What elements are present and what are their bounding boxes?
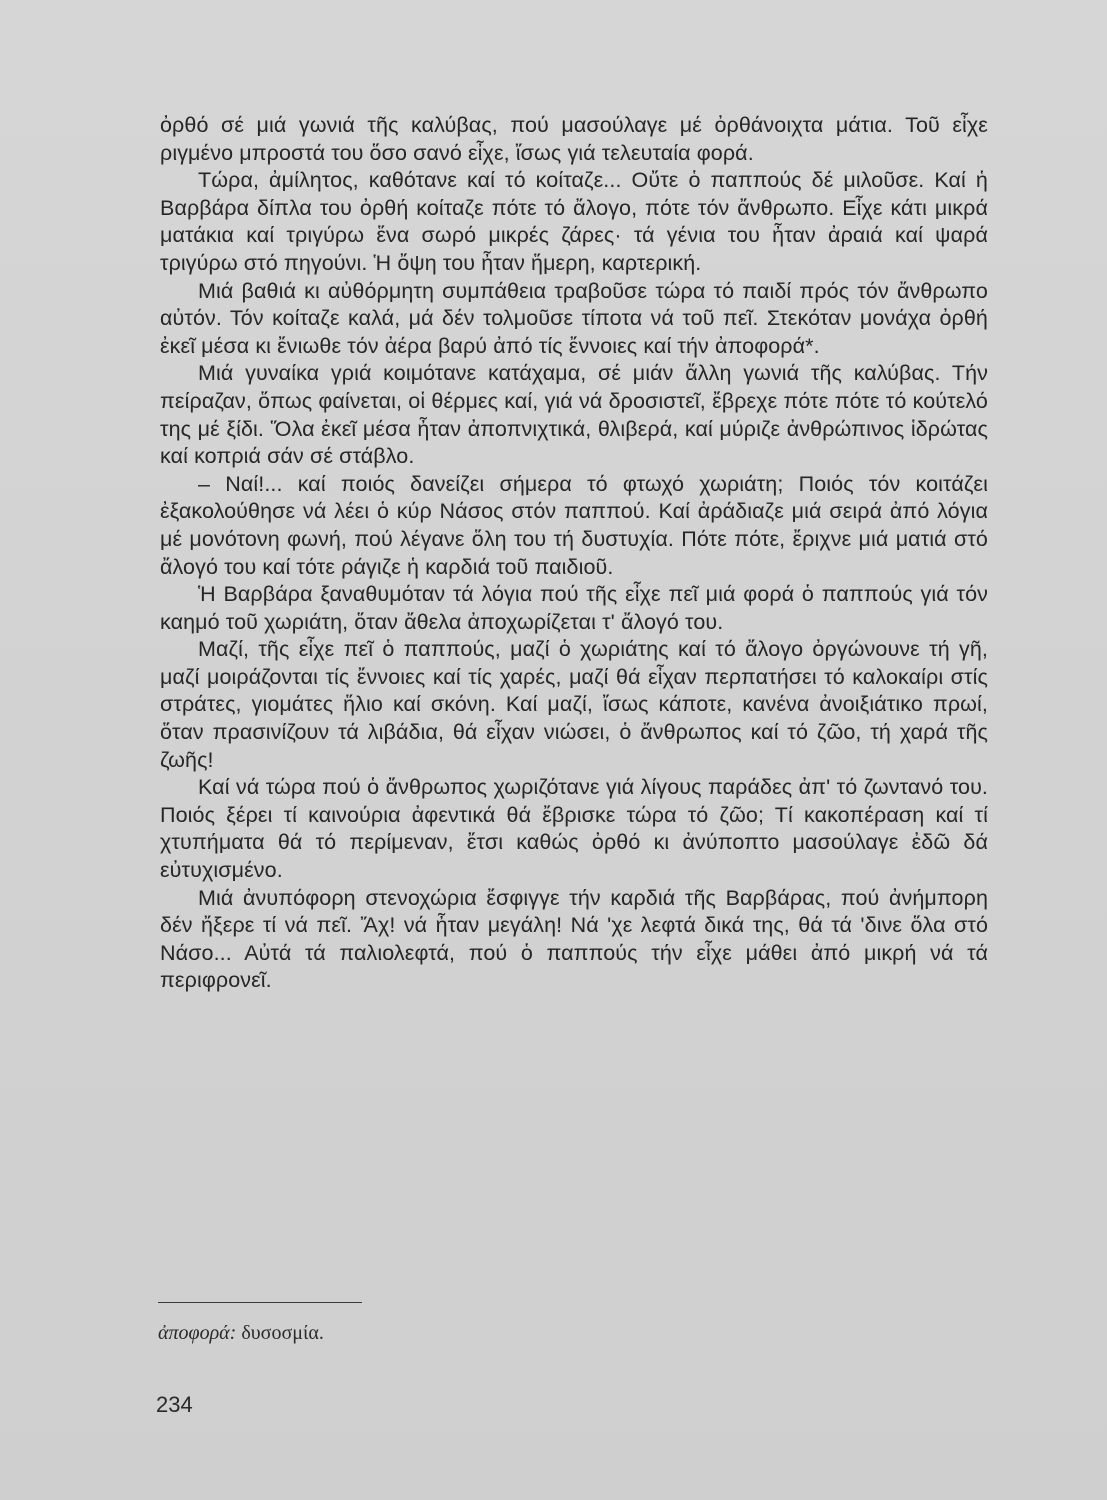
- footnote-term: ἀποφορά:: [158, 1322, 237, 1344]
- body-text: [160, 112, 988, 995]
- footnote-divider: [158, 1302, 362, 1303]
- paragraph-8: Καί νά τώρα πού ὁ ἄνθρωπος χωριζότανε γιά λίγους παράδες ἀπ' τό ζωντανό του. Ποιός ξέρει τί καινούρια ἀφεντικά θά ἔβρισκε τώρα τό ζῶο; Τί κακοπέραση καί τί χτυπήματα θά τό περίμεναν, ἔτσι καθώς ὀρθό κι ἀνύποπτο μασούλαγε ἐδῶ δά εὐτυχισμένο.: [160, 775, 988, 883]
- page-number: 234: [156, 1392, 193, 1417]
- paragraph-3: Μιά βαθιά κι αὐθόρμητη συμπάθεια τραβοῦσε τώρα τό παιδί πρός τόν ἄνθρωπο αὐτόν. Τόν κοίταζε καλά, μά δέν τολμοῦσε τίποτα νά τοῦ πεῖ. Στεκόταν μονάχα ὀρθή ἐκεῖ μέσα κι ἔνιωθε τόν ἀέρα βαρύ ἀπό τίς ἔννοιες καί τήν ἀποφορά*.: [160, 278, 988, 358]
- paragraph-5: – Ναί!... καί ποιός δανείζει σήμερα τό φτωχό χωριάτη; Ποιός τόν κοιτάζει ἐξακολούθησε νά λέει ὁ κύρ Νάσος στόν παππού. Καί ἀράδιαζε μιά σειρά ἀπό λόγια μέ μονότονη φωνή, πού λέγανε ὅλη του τή δυστυχία. Πότε πότε, ἔριχνε μιά ματιά στό ἄλογό του καί τότε ράγιζε ἡ καρδιά τοῦ παιδιοῦ.: [160, 471, 988, 579]
- paragraph-4: Μιά γυναίκα γριά κοιμότανε κατάχαμα, σέ μιάν ἄλλη γωνιά τῆς καλύβας. Τήν πείραζαν, ὅπως φαίνεται, οἱ θέρμες καί, γιά νά δροσιστεῖ, ἔβρεχε πότε πότε τό κούτελό της μέ ξίδι. Ὅλα ἐκεῖ μέσα ἦταν ἀποπνιχτικά, θλιβερά, καί μύριζε ἀνθρώπινος ἱδρώτας καί κοπριά σάν σέ στάβλο.: [160, 361, 988, 469]
- paragraph-9: Μιά ἀνυπόφορη στενοχώρια ἔσφιγγε τήν καρδιά τῆς Βαρβάρας, πού ἀνήμπορη δέν ἤξερε τί νά πεῖ. Ἄχ! νά ἦταν μεγάλη! Νά 'χε λεφτά δικά της, θά τά 'δινε ὅλα στό Νάσο... Αὐτά τά παλιολεφτά, πού ὁ παππούς τήν εἶχε μάθει ἀπό μικρή νά τά περιφρονεῖ.: [160, 885, 988, 993]
- paragraph-1: ὀρθό σέ μιά γωνιά τῆς καλύβας, πού μασούλαγε μέ ὀρθάνοιχτα μάτια. Τοῦ εἶχε ριγμένο μπροστά του ὅσο σανό εἶχε, ἴσως γιά τελευταία φορά.: [160, 113, 988, 165]
- paragraph-2: Τώρα, ἀμίλητος, καθότανε καί τό κοίταζε... Οὔτε ὁ παππούς δέ μιλοῦσε. Καί ἡ Βαρβάρα δίπλα του ὀρθή κοίταζε πότε τό ἄλογο, πότε τόν ἄνθρωπο. Εἶχε κάτι μικρά ματάκια καί τριγύρω ἕνα σωρό μικρές ζάρες· τά γένια του ἦταν ἀραιά καί ψαρά τριγύρω στό πηγούνι. Ἡ ὄψη του ἦταν ἥμερη, καρτερική.: [160, 168, 988, 275]
- footnote-definition: δυσοσμία.: [241, 1322, 324, 1344]
- footnote: [158, 1322, 324, 1345]
- paragraph-6: Ἡ Βαρβάρα ξαναθυμόταν τά λόγια πού τῆς εἶχε πεῖ μιά φορά ὁ παππούς γιά τόν καημό τοῦ χωριάτη, ὅταν ἄθελα ἀποχωρίζεται τ' ἄλογό του.: [160, 582, 988, 634]
- paragraph-7: Μαζί, τῆς εἶχε πεῖ ὁ παππούς, μαζί ὁ χωριάτης καί τό ἄλογο ὀργώνουνε τή γῆ, μαζί μοιράζονται τίς ἔννοιες καί τίς χαρές, μαζί θά εἶχαν περπατήσει τό καλοκαίρι στίς στράτες, γιομάτες ἥλιο καί σκόνη. Καί μαζί, ἴσως κάποτε, κανένα ἀνοιξιάτικο πρωί, ὅταν πρασινίζουν τά λιβάδια, θά εἶχαν νιώσει, ὁ ἄνθρωπος καί τό ζῶο, τή χαρά τῆς ζωῆς!: [160, 637, 988, 772]
